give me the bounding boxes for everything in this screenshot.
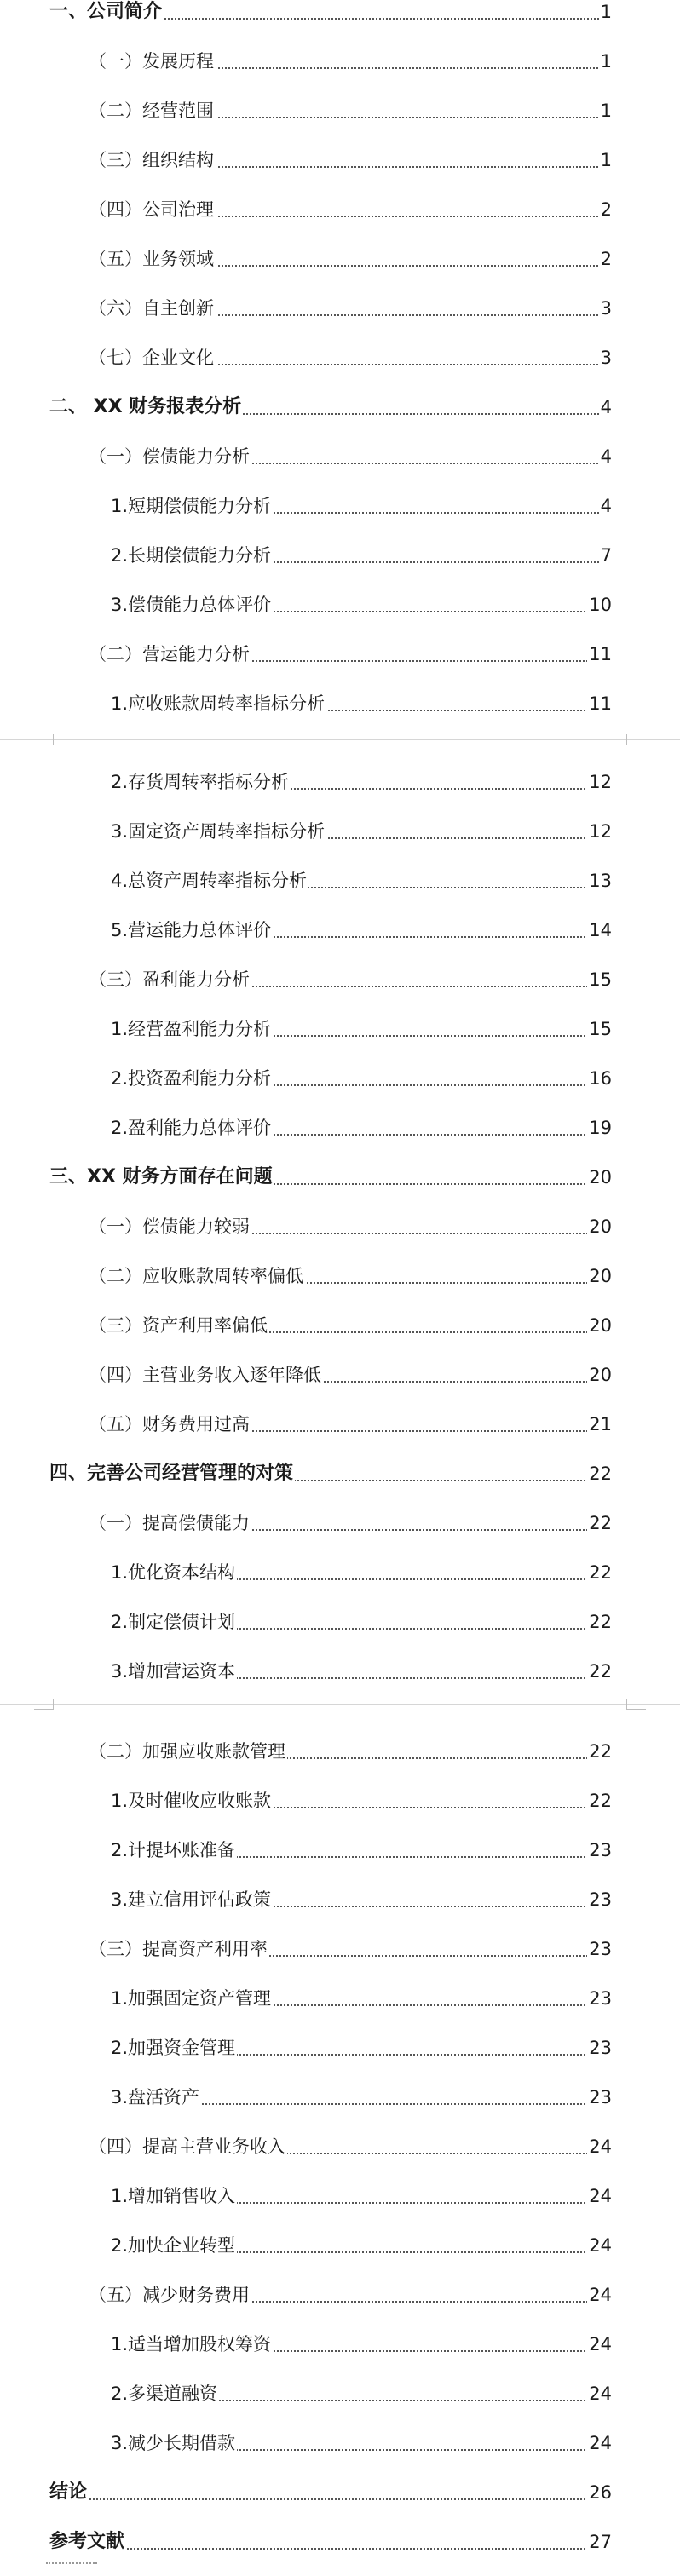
- toc-entry-label: （三）组织结构: [89, 150, 214, 170]
- toc-entry[interactable]: [0, 296, 680, 322]
- toc-entry-label: 2.长期偿债能力分析: [111, 545, 272, 566]
- toc-entry[interactable]: [0, 1067, 680, 1092]
- toc-entry-page-number: 3: [600, 348, 612, 368]
- toc-entry[interactable]: [0, 2234, 680, 2259]
- toc-entry-page-number: 2: [600, 199, 612, 220]
- toc-entry-label: 2.盈利能力总体评价: [111, 1118, 272, 1138]
- toc-entry-label: 结论: [49, 2481, 88, 2503]
- toc-entry-label: （四）提高主营业务收入: [89, 2136, 285, 2157]
- truncated-entry: [46, 2562, 97, 2573]
- toc-entry[interactable]: [0, 593, 680, 618]
- toc-entry-label: 2.计提坏账准备: [111, 1840, 236, 1860]
- toc-entry[interactable]: [0, 395, 680, 421]
- toc-entry[interactable]: [0, 770, 680, 796]
- toc-entry[interactable]: [0, 1264, 680, 1290]
- toc-entry[interactable]: [0, 1561, 680, 1586]
- toc-entry-page-number: 24: [589, 2285, 612, 2305]
- toc-entry-page-number: 22: [589, 1741, 612, 1762]
- toc-entry-page-number: 22: [589, 1513, 612, 1533]
- toc-entry-page-number: 24: [589, 2334, 612, 2355]
- toc-entry-label: 二、 XX 财务报表分析: [49, 396, 242, 417]
- toc-entry[interactable]: [0, 2184, 680, 2210]
- toc-entry-page-number: 23: [589, 1889, 612, 1910]
- toc-entry-page-number: 22: [589, 1562, 612, 1583]
- toc-entry-label: （三）盈利能力分析: [89, 969, 250, 990]
- toc-entry[interactable]: [0, 1937, 680, 1963]
- toc-entry[interactable]: [0, 2135, 680, 2160]
- toc-entry-label: （五）业务领域: [89, 249, 214, 269]
- toc-entry-label: 2.加强资金管理: [111, 2038, 236, 2058]
- toc-entry-page-number: 1: [600, 2, 612, 22]
- toc-entry[interactable]: [0, 1987, 680, 2012]
- toc-entry-label: 1.加强固定资产管理: [111, 1988, 272, 2009]
- toc-entry[interactable]: [0, 2283, 680, 2309]
- toc-entry[interactable]: [0, 1659, 680, 1685]
- toc-entry-page-number: 24: [589, 2235, 612, 2256]
- toc-entry-label: 1.适当增加股权筹资: [111, 2334, 272, 2355]
- toc-entry[interactable]: [0, 494, 680, 520]
- dot-leader: [49, 2548, 612, 2550]
- toc-entry[interactable]: [0, 2481, 680, 2506]
- toc-entry-label: （三）资产利用率偏低: [89, 1315, 268, 1336]
- toc-entry-page-number: 20: [589, 1266, 612, 1286]
- toc-entry-label: 4.总资产周转率指标分析: [111, 871, 308, 891]
- toc-entry-label: （五）财务费用过高: [89, 1414, 250, 1435]
- toc-entry-label: 1.优化资本结构: [111, 1562, 236, 1583]
- toc-entry[interactable]: [0, 0, 680, 26]
- toc-entry-label: 3.建立信用评估政策: [111, 1889, 272, 1910]
- toc-entry[interactable]: [0, 148, 680, 174]
- toc-entry-page-number: 24: [589, 2383, 612, 2404]
- toc-entry-page-number: 24: [589, 2136, 612, 2157]
- toc-entry[interactable]: [0, 1314, 680, 1339]
- toc-entry[interactable]: [0, 2085, 680, 2111]
- toc-entry[interactable]: [0, 247, 680, 273]
- toc-entry[interactable]: [0, 543, 680, 569]
- toc-entry-page-number: 15: [589, 1019, 612, 1039]
- toc-entry-page-number: 20: [589, 1167, 612, 1187]
- page-corner-mark: [34, 734, 54, 745]
- toc-entry-page-number: 23: [589, 2087, 612, 2107]
- toc-entry[interactable]: [0, 1116, 680, 1141]
- toc-entry-label: 四、完善公司经营管理的对策: [49, 1463, 294, 1484]
- toc-entry-page-number: 10: [589, 595, 612, 615]
- toc-entry-label: 3.固定资产周转率指标分析: [111, 821, 326, 842]
- toc-entry-label: 3.减少长期借款: [111, 2433, 236, 2453]
- toc-entry-page-number: 1: [600, 101, 612, 121]
- toc-entry-page-number: 4: [600, 397, 612, 417]
- toc-entry-page-number: 13: [589, 871, 612, 891]
- toc-entry[interactable]: [0, 2431, 680, 2457]
- toc-entry-page-number: 4: [600, 496, 612, 516]
- toc-entry-label: 3.增加营运资本: [111, 1661, 236, 1682]
- toc-entry-page-number: 23: [589, 2038, 612, 2058]
- toc-entry-label: 参考文献: [49, 2531, 125, 2552]
- toc-entry-page-number: 1: [600, 51, 612, 72]
- toc-entry[interactable]: [0, 1789, 680, 1814]
- toc-entry-label: 2.存货周转率指标分析: [111, 772, 290, 792]
- toc-entry-label: 2.加快企业转型: [111, 2235, 236, 2256]
- toc-entry-label: 2.多渠道融资: [111, 2383, 218, 2404]
- toc-entry[interactable]: [0, 918, 680, 944]
- toc-entry[interactable]: [0, 2382, 680, 2407]
- toc-entry-page-number: 23: [589, 1988, 612, 2009]
- toc-entry-label: （一）发展历程: [89, 51, 214, 72]
- toc-entry-page-number: 1: [600, 150, 612, 170]
- toc-entry-page-number: 22: [589, 1612, 612, 1632]
- toc-entry-page-number: 21: [589, 1414, 612, 1435]
- toc-entry-label: 三、XX 财务方面存在问题: [49, 1166, 273, 1187]
- toc-entry-page-number: 22: [589, 1791, 612, 1811]
- toc-entry-label: 5.营运能力总体评价: [111, 920, 272, 940]
- toc-entry-page-number: 3: [600, 298, 612, 319]
- toc-entry-label: （二）营运能力分析: [89, 644, 250, 664]
- toc-entry[interactable]: [0, 968, 680, 993]
- toc-entry-page-number: 19: [589, 1118, 612, 1138]
- toc-entry-label: （二）应收账款周转率偏低: [89, 1266, 303, 1286]
- toc-entry-page-number: 24: [589, 2433, 612, 2453]
- toc-entry[interactable]: [0, 1610, 680, 1636]
- toc-entry-label: 2.制定偿债计划: [111, 1612, 236, 1632]
- toc-entry-label: （六）自主创新: [89, 298, 214, 319]
- page-break: [0, 1699, 680, 1711]
- page-corner-mark: [626, 1699, 646, 1710]
- toc-entry-label: （二）加强应收账款管理: [89, 1741, 285, 1762]
- toc-entry[interactable]: [0, 49, 680, 75]
- toc-entry[interactable]: [0, 1017, 680, 1043]
- toc-entry-label: （四）公司治理: [89, 199, 214, 220]
- page-corner-mark: [34, 1699, 54, 1710]
- page-break: [0, 734, 680, 746]
- toc-entry[interactable]: [0, 2530, 680, 2556]
- toc-entry-page-number: 20: [589, 1365, 612, 1385]
- toc-entry-label: 3.偿债能力总体评价: [111, 595, 272, 615]
- toc-entry[interactable]: [0, 869, 680, 894]
- toc-entry[interactable]: [0, 198, 680, 223]
- toc-entry[interactable]: [0, 445, 680, 470]
- dot-leader: [49, 2498, 612, 2500]
- toc-entry-label: 1.及时催收应收账款: [111, 1791, 272, 1811]
- toc-entry[interactable]: [0, 2036, 680, 2061]
- toc-entry[interactable]: [0, 1412, 680, 1438]
- page-corner-mark: [626, 734, 646, 745]
- toc-entry-page-number: 24: [589, 2186, 612, 2206]
- toc-entry-page-number: 2: [600, 249, 612, 269]
- toc-entry-page-number: 26: [589, 2482, 612, 2503]
- toc-entry-page-number: 12: [589, 821, 612, 842]
- toc-entry[interactable]: [0, 1363, 680, 1389]
- toc-entry-label: （一）偿债能力较弱: [89, 1216, 250, 1237]
- toc-entry[interactable]: [0, 2332, 680, 2358]
- toc-entry-page-number: 27: [589, 2532, 612, 2552]
- toc-entry-label: （五）减少财务费用: [89, 2285, 250, 2305]
- toc-entry-label: 2.投资盈利能力分析: [111, 1068, 272, 1089]
- toc-entry[interactable]: [0, 1462, 680, 1487]
- toc-entry[interactable]: [0, 346, 680, 371]
- toc-entry-page-number: 15: [589, 969, 612, 990]
- toc-entry[interactable]: [0, 692, 680, 717]
- toc-entry[interactable]: [0, 1739, 680, 1765]
- toc-entry-label: 1.短期偿债能力分析: [111, 496, 272, 516]
- toc-entry-page-number: 22: [589, 1661, 612, 1682]
- toc-entry-label: （三）提高资产利用率: [89, 1939, 268, 1959]
- toc-entry-label: 1.应收账款周转率指标分析: [111, 693, 326, 714]
- toc-entry-page-number: 23: [589, 1939, 612, 1959]
- toc-entry-page-number: 16: [589, 1068, 612, 1089]
- toc-entry-page-number: 14: [589, 920, 612, 940]
- toc-entry[interactable]: [0, 1838, 680, 1864]
- toc-entry[interactable]: [0, 1888, 680, 1913]
- toc-entry-page-number: 4: [600, 446, 612, 467]
- toc-entry[interactable]: [0, 1511, 680, 1537]
- toc-entry-label: 一、公司简介: [49, 1, 163, 22]
- toc-entry-label: 1.增加销售收入: [111, 2186, 236, 2206]
- toc-entry-label: 1.经营盈利能力分析: [111, 1019, 272, 1039]
- toc-entry-page-number: 23: [589, 1840, 612, 1860]
- toc-entry-label: （一）提高偿债能力: [89, 1513, 250, 1533]
- toc-entry-page-number: 12: [589, 772, 612, 792]
- toc-entry-label: （二）经营范围: [89, 101, 214, 121]
- toc-entry-label: 3.盘活资产: [111, 2087, 200, 2107]
- toc-entry-page-number: 20: [589, 1216, 612, 1237]
- toc-entry[interactable]: [0, 1165, 680, 1191]
- toc-entry-page-number: 7: [600, 545, 612, 566]
- toc-entry-page-number: 22: [589, 1463, 612, 1484]
- toc-entry[interactable]: [0, 642, 680, 668]
- toc-entry[interactable]: [0, 99, 680, 124]
- toc-entry-label: （四）主营业务收入逐年降低: [89, 1365, 321, 1385]
- toc-entry-page-number: 11: [589, 644, 612, 664]
- toc-entry-label: （七）企业文化: [89, 348, 214, 368]
- toc-entry[interactable]: [0, 1215, 680, 1240]
- toc-entry-page-number: 11: [589, 693, 612, 714]
- toc-entry-label: （一）偿债能力分析: [89, 446, 250, 467]
- toc-entry-page-number: 20: [589, 1315, 612, 1336]
- toc-entry[interactable]: [0, 819, 680, 845]
